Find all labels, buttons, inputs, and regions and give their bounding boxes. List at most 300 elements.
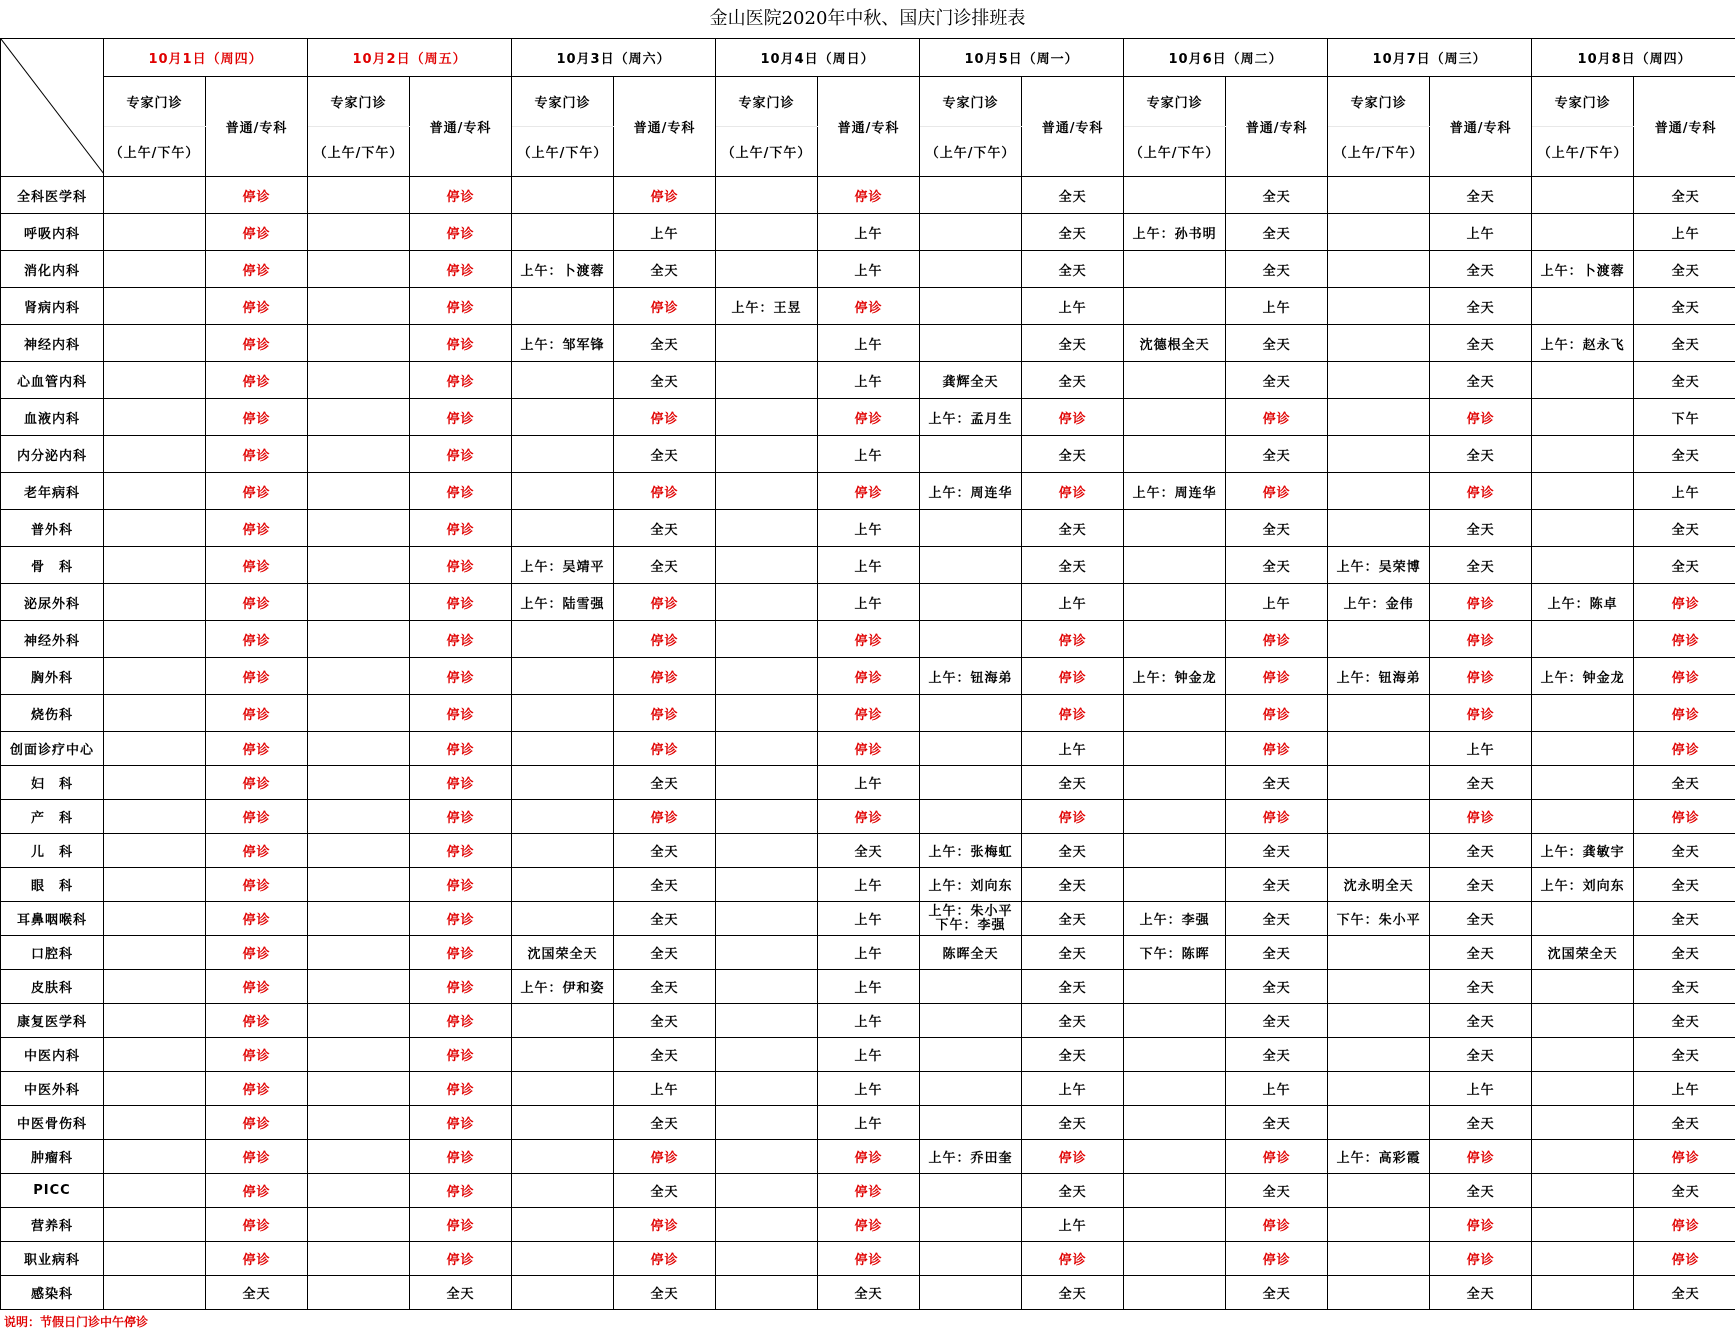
expert-cell [1328,970,1430,1004]
table-row [1,251,1735,288]
expert-cell [104,288,206,325]
general-cell: 上午 [818,362,920,399]
general-cell: 上午 [614,1072,716,1106]
expert-cell [512,658,614,695]
general-cell: 停诊 [410,970,512,1004]
expert-cell [308,214,410,251]
date-header: 10月3日（周六） [512,39,716,77]
general-cell: 停诊 [410,584,512,621]
expert-cell [104,936,206,970]
general-cell: 上午 [1430,732,1532,766]
department-name: 产 科 [1,800,104,834]
general-cell: 上午 [818,936,920,970]
expert-cell [920,902,1022,936]
expert-cell [716,473,818,510]
department-name: 中医内科 [1,1038,104,1072]
expert-cell [716,766,818,800]
general-cell: 全天 [1022,936,1124,970]
expert-clinic-header: 专家门诊 [104,77,206,127]
expert-cell: 上午：李强 [1124,902,1226,936]
general-cell: 上午 [1226,288,1328,325]
table-row [1,288,1735,325]
general-cell: 停诊 [614,177,716,214]
general-cell: 全天 [1226,902,1328,936]
general-clinic-header: 普通/专科 [1022,77,1124,177]
expert-cell [1328,214,1430,251]
general-cell: 全天 [1430,1004,1532,1038]
general-cell: 停诊 [410,695,512,732]
general-cell: 全天 [1226,1004,1328,1038]
expert-cell [308,473,410,510]
expert-cell [1328,834,1430,868]
table-row [1,510,1735,547]
general-cell: 全天 [1226,868,1328,902]
expert-cell [308,970,410,1004]
expert-cell [104,1276,206,1310]
general-clinic-header: 普通/专科 [410,77,512,177]
expert-cell [104,214,206,251]
expert-cell [1124,695,1226,732]
general-cell: 全天 [614,834,716,868]
expert-cell [104,970,206,1004]
table-row [1,1242,1735,1276]
table-row [1,584,1735,621]
expert-clinic-header: 专家门诊 [716,77,818,127]
general-cell: 全天 [614,547,716,584]
expert-cell: 上午：乔田奎 [920,1140,1022,1174]
general-cell: 上午 [1022,1208,1124,1242]
expert-cell [716,251,818,288]
expert-cell: 上午：邹军锋 [512,325,614,362]
general-cell: 全天 [1226,1038,1328,1072]
general-cell: 停诊 [614,1208,716,1242]
expert-cell [308,399,410,436]
general-cell: 停诊 [1226,1208,1328,1242]
expert-cell [104,1140,206,1174]
expert-cell [920,1072,1022,1106]
expert-cell [512,1140,614,1174]
expert-cell [104,868,206,902]
general-cell: 全天 [614,1106,716,1140]
general-cell: 停诊 [206,362,308,399]
expert-cell [1328,177,1430,214]
cell-line: 下午：李强 [935,917,1006,933]
expert-cell [920,621,1022,658]
general-cell: 停诊 [614,288,716,325]
general-cell: 停诊 [614,621,716,658]
expert-cell [1328,399,1430,436]
expert-cell [308,1106,410,1140]
department-name: 骨 科 [1,547,104,584]
expert-cell: 上午：吴荣博 [1328,547,1430,584]
table-row [1,936,1735,970]
expert-cell [1328,1208,1430,1242]
page-title: 金山医院2020年中秋、国庆门诊排班表 [709,8,1026,29]
expert-cell: 龚辉全天 [920,362,1022,399]
general-cell: 停诊 [410,177,512,214]
department-name: 中医骨伤科 [1,1106,104,1140]
expert-cell [716,584,818,621]
expert-cell: 下午：朱小平 [1328,902,1430,936]
general-cell: 全天 [1634,177,1735,214]
diagonal-line [1,39,104,174]
department-name: 耳鼻咽喉科 [1,902,104,936]
expert-cell: 上午：高彩霞 [1328,1140,1430,1174]
general-cell: 停诊 [614,695,716,732]
general-cell: 停诊 [1226,621,1328,658]
expert-cell [716,399,818,436]
table-row [1,362,1735,399]
general-cell: 全天 [1634,1004,1735,1038]
department-name: 口腔科 [1,936,104,970]
general-cell: 停诊 [1430,1208,1532,1242]
general-cell: 全天 [614,970,716,1004]
general-cell: 全天 [1430,325,1532,362]
expert-cell: 上午：孙书明 [1124,214,1226,251]
expert-cell [308,288,410,325]
general-cell: 全天 [1430,902,1532,936]
expert-cell [512,214,614,251]
expert-cell [1124,621,1226,658]
expert-cell [104,1004,206,1038]
general-cell: 全天 [1226,970,1328,1004]
department-name: 妇 科 [1,766,104,800]
expert-cell [920,1004,1022,1038]
expert-cell [104,251,206,288]
table-row [1,1174,1735,1208]
department-name: 内分泌内科 [1,436,104,473]
general-cell: 停诊 [206,868,308,902]
expert-cell [1328,510,1430,547]
expert-time-header: （上午/下午） [716,127,818,177]
general-cell: 全天 [1634,936,1735,970]
general-cell: 上午 [818,1004,920,1038]
expert-cell [1532,436,1634,473]
general-cell: 停诊 [1226,399,1328,436]
general-cell: 全天 [614,251,716,288]
expert-cell [920,288,1022,325]
general-cell: 停诊 [1226,473,1328,510]
department-name: 全科医学科 [1,177,104,214]
expert-cell: 上午：卜渡蓉 [1532,251,1634,288]
general-cell: 停诊 [410,473,512,510]
general-cell: 全天 [1022,1174,1124,1208]
general-cell: 全天 [1634,1276,1735,1310]
expert-cell [308,695,410,732]
expert-cell [716,936,818,970]
table-row [1,1140,1735,1174]
expert-cell [1328,1106,1430,1140]
expert-cell [1328,936,1430,970]
general-cell: 停诊 [1226,1140,1328,1174]
general-cell: 停诊 [1022,621,1124,658]
general-cell: 全天 [1226,177,1328,214]
department-name: 感染科 [1,1276,104,1310]
expert-cell [512,399,614,436]
general-cell: 停诊 [1430,695,1532,732]
expert-cell [1124,362,1226,399]
expert-cell: 沈永明全天 [1328,868,1430,902]
general-cell: 全天 [614,436,716,473]
general-cell: 全天 [1226,1106,1328,1140]
general-cell: 停诊 [410,658,512,695]
general-cell: 停诊 [614,658,716,695]
expert-cell: 陈晖全天 [920,936,1022,970]
expert-cell [1124,766,1226,800]
expert-cell [104,510,206,547]
department-name: 消化内科 [1,251,104,288]
expert-cell [1124,584,1226,621]
department-name: 普外科 [1,510,104,547]
table-row [1,1038,1735,1072]
general-cell: 全天 [1430,834,1532,868]
expert-cell [104,325,206,362]
general-cell: 全天 [1022,1004,1124,1038]
general-cell: 上午 [818,868,920,902]
expert-cell: 上午：钟金龙 [1532,658,1634,695]
general-cell: 停诊 [410,288,512,325]
expert-cell [716,1174,818,1208]
general-cell: 全天 [1022,214,1124,251]
department-name: 神经内科 [1,325,104,362]
general-cell: 停诊 [206,658,308,695]
general-cell: 全天 [1634,251,1735,288]
expert-cell [512,1072,614,1106]
expert-cell [308,621,410,658]
general-cell: 停诊 [410,325,512,362]
expert-cell [1328,1174,1430,1208]
expert-cell [1532,1242,1634,1276]
expert-cell [308,732,410,766]
expert-cell [716,970,818,1004]
table-row [1,436,1735,473]
expert-cell [716,1208,818,1242]
general-cell: 上午 [1022,1072,1124,1106]
expert-cell [308,177,410,214]
date-header: 10月5日（周一） [920,39,1124,77]
footnote: 说明：节假日门诊中午停诊 [4,1315,149,1329]
expert-cell [104,177,206,214]
expert-cell [308,362,410,399]
expert-cell [512,1208,614,1242]
general-cell: 停诊 [614,584,716,621]
expert-cell [1532,970,1634,1004]
department-name: 神经外科 [1,621,104,658]
expert-cell [308,510,410,547]
general-cell: 全天 [1226,251,1328,288]
expert-cell: 上午：刘向东 [1532,868,1634,902]
expert-cell [920,584,1022,621]
expert-cell [1532,1174,1634,1208]
expert-cell [1328,695,1430,732]
general-cell: 全天 [614,1276,716,1310]
general-cell: 停诊 [614,1242,716,1276]
general-cell: 停诊 [1634,800,1735,834]
general-cell: 停诊 [410,800,512,834]
expert-cell [716,902,818,936]
general-cell: 上午 [1634,1072,1735,1106]
general-cell: 停诊 [410,902,512,936]
general-cell: 停诊 [818,288,920,325]
expert-cell [920,325,1022,362]
department-name: 心血管内科 [1,362,104,399]
general-cell: 全天 [206,1276,308,1310]
general-cell: 全天 [1430,1038,1532,1072]
expert-cell [1532,1208,1634,1242]
general-cell: 停诊 [206,214,308,251]
expert-cell [1124,868,1226,902]
general-cell: 全天 [1226,325,1328,362]
general-cell: 全天 [1022,1106,1124,1140]
general-cell: 全天 [1634,766,1735,800]
expert-cell [308,1276,410,1310]
general-cell: 停诊 [206,584,308,621]
general-cell: 停诊 [818,1174,920,1208]
general-cell: 停诊 [818,621,920,658]
expert-cell: 沈国荣全天 [512,936,614,970]
general-cell: 全天 [1430,766,1532,800]
general-cell: 停诊 [1226,658,1328,695]
expert-cell [1124,510,1226,547]
general-cell: 停诊 [1022,658,1124,695]
general-cell: 停诊 [206,1106,308,1140]
general-cell: 停诊 [1226,1242,1328,1276]
general-cell: 全天 [1226,1276,1328,1310]
expert-cell [1328,251,1430,288]
general-cell: 上午 [818,902,920,936]
expert-cell [308,584,410,621]
general-cell: 全天 [1022,970,1124,1004]
expert-cell [716,621,818,658]
expert-cell [104,621,206,658]
general-cell: 全天 [1634,868,1735,902]
table-row [1,902,1735,936]
general-cell: 上午 [818,1106,920,1140]
expert-cell [1124,800,1226,834]
expert-time-header: （上午/下午） [308,127,410,177]
department-name: 烧伤科 [1,695,104,732]
expert-cell [308,1174,410,1208]
expert-cell [512,1038,614,1072]
expert-cell: 沈德根全天 [1124,325,1226,362]
general-cell: 停诊 [1022,399,1124,436]
general-cell: 全天 [1430,251,1532,288]
table-row [1,1276,1735,1310]
expert-cell [920,547,1022,584]
expert-cell [1124,1276,1226,1310]
general-clinic-header: 普通/专科 [206,77,308,177]
department-name: 肾病内科 [1,288,104,325]
expert-cell: 上午：周连华 [920,473,1022,510]
general-cell: 停诊 [206,510,308,547]
expert-cell [1328,732,1430,766]
general-cell: 全天 [1022,325,1124,362]
general-cell: 全天 [1634,362,1735,399]
general-cell: 停诊 [1634,732,1735,766]
expert-cell [512,1004,614,1038]
general-cell: 全天 [1022,251,1124,288]
general-cell: 停诊 [206,902,308,936]
expert-cell [920,766,1022,800]
expert-cell [104,436,206,473]
general-cell: 停诊 [1634,695,1735,732]
expert-cell [1532,1038,1634,1072]
expert-cell [1328,325,1430,362]
department-name: 呼吸内科 [1,214,104,251]
general-cell: 全天 [614,362,716,399]
general-cell: 全天 [1430,970,1532,1004]
expert-cell [512,695,614,732]
general-cell: 全天 [1430,547,1532,584]
table-row [1,970,1735,1004]
table-row [1,1072,1735,1106]
expert-cell [512,1242,614,1276]
general-cell: 全天 [614,510,716,547]
table-row [1,868,1735,902]
general-cell: 停诊 [206,251,308,288]
expert-cell [1532,695,1634,732]
general-cell: 停诊 [818,800,920,834]
department-name: 康复医学科 [1,1004,104,1038]
general-cell: 上午 [818,510,920,547]
table-row [1,732,1735,766]
table-row [1,800,1735,834]
expert-cell [716,868,818,902]
expert-cell [512,766,614,800]
expert-cell [1532,214,1634,251]
department-name: 职业病科 [1,1242,104,1276]
schedule-table [0,38,1735,1310]
expert-cell [308,800,410,834]
general-cell: 停诊 [1634,1208,1735,1242]
expert-time-header: （上午/下午） [104,127,206,177]
expert-cell: 上午：卜渡蓉 [512,251,614,288]
expert-cell [104,547,206,584]
general-cell: 上午 [1022,584,1124,621]
expert-cell [716,695,818,732]
general-cell: 停诊 [206,621,308,658]
expert-cell [1532,800,1634,834]
expert-cell [920,800,1022,834]
expert-cell [104,399,206,436]
general-cell: 全天 [1430,1276,1532,1310]
expert-cell [1532,399,1634,436]
general-cell: 全天 [1022,547,1124,584]
expert-cell [1532,1072,1634,1106]
general-cell: 停诊 [1430,658,1532,695]
general-cell: 全天 [410,1276,512,1310]
general-cell: 停诊 [1634,621,1735,658]
expert-cell [512,177,614,214]
expert-cell [512,621,614,658]
expert-cell: 上午：吴靖平 [512,547,614,584]
general-cell: 停诊 [410,1174,512,1208]
expert-cell [308,436,410,473]
general-cell: 全天 [1022,766,1124,800]
table-row [1,658,1735,695]
expert-cell [1124,1072,1226,1106]
general-cell: 全天 [1634,1106,1735,1140]
general-cell: 停诊 [410,834,512,868]
expert-cell: 上午：龚敏宇 [1532,834,1634,868]
general-cell: 全天 [1022,362,1124,399]
expert-cell [1124,834,1226,868]
expert-cell [1124,732,1226,766]
general-cell: 全天 [1022,436,1124,473]
expert-time-header: （上午/下午） [1532,127,1634,177]
table-row [1,766,1735,800]
general-cell: 停诊 [1430,1242,1532,1276]
